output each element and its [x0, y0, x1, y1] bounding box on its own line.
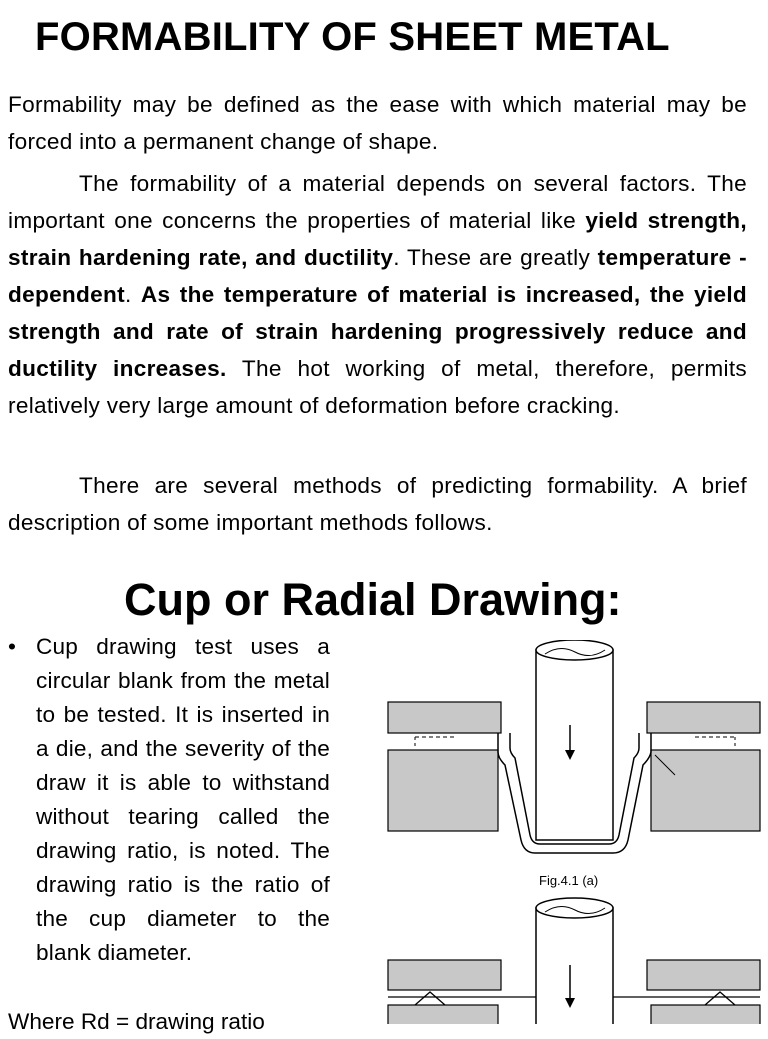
list-item [8, 630, 330, 970]
methods-paragraph: There are several methods of predicting formability. A brief description of some important methods follows. [8, 473, 747, 535]
factors-text-3: . [124, 282, 141, 307]
factors-paragraph [8, 165, 747, 424]
section-heading: Cup or Radial Drawing: [124, 574, 622, 625]
die-right-b [651, 1005, 760, 1024]
figure-caption-a: Fig.4.1 (a) [539, 873, 599, 888]
figure-b [388, 898, 760, 1024]
blank-holder-right-b [647, 960, 760, 990]
figure-a [388, 640, 760, 888]
factors-text-2: . These are greatly [393, 245, 598, 270]
punch-top [536, 640, 613, 660]
draw-bead-right [705, 992, 735, 1005]
punch [536, 650, 613, 840]
factors-text-1: The formability of a material depends on several factors. The important one concerns the properties of material like [8, 171, 747, 233]
die-right [651, 750, 760, 831]
blank-holder-right [647, 702, 760, 733]
blank-holder-left-b [388, 960, 501, 990]
die-left-b [388, 1005, 498, 1024]
punch-top-b [536, 898, 613, 918]
properties-bold: yield strength, strain hardening rate, and ductility [8, 208, 747, 270]
bullet-list [8, 630, 330, 970]
page-title: FORMABILITY OF SHEET METAL [35, 15, 670, 59]
blank-holder-left [388, 702, 501, 733]
temperature-effect-bold: As the temperature of material is increased, the yield strength and rate of strain hardening progressively reduce and ductility increases. [8, 282, 747, 381]
definition-paragraph: Formability may be defined as the ease with which material may be forced into a permanent change of shape. [8, 92, 747, 154]
bullet-marker: • [8, 634, 16, 659]
bullet-text: Cup drawing test uses a circular blank from the metal to be tested. It is inserted in a die, and the severity of the draw it is able to withstand without tearing called the drawing ratio, is noted. The drawing ratio is the ratio of the cup diameter to the blank diameter. [36, 634, 330, 965]
punch-b [536, 908, 613, 1024]
die-left [388, 750, 498, 831]
factors-text-4: The hot working of metal, therefore, permits relatively very large amount of deformation before cracking. [8, 356, 748, 418]
draw-bead-left [415, 992, 445, 1005]
cup-drawing-figure [385, 640, 765, 1024]
trailing-text: Where Rd = drawing ratio [8, 1009, 265, 1034]
temperature-dependent-bold: temperature - dependent [8, 245, 747, 307]
